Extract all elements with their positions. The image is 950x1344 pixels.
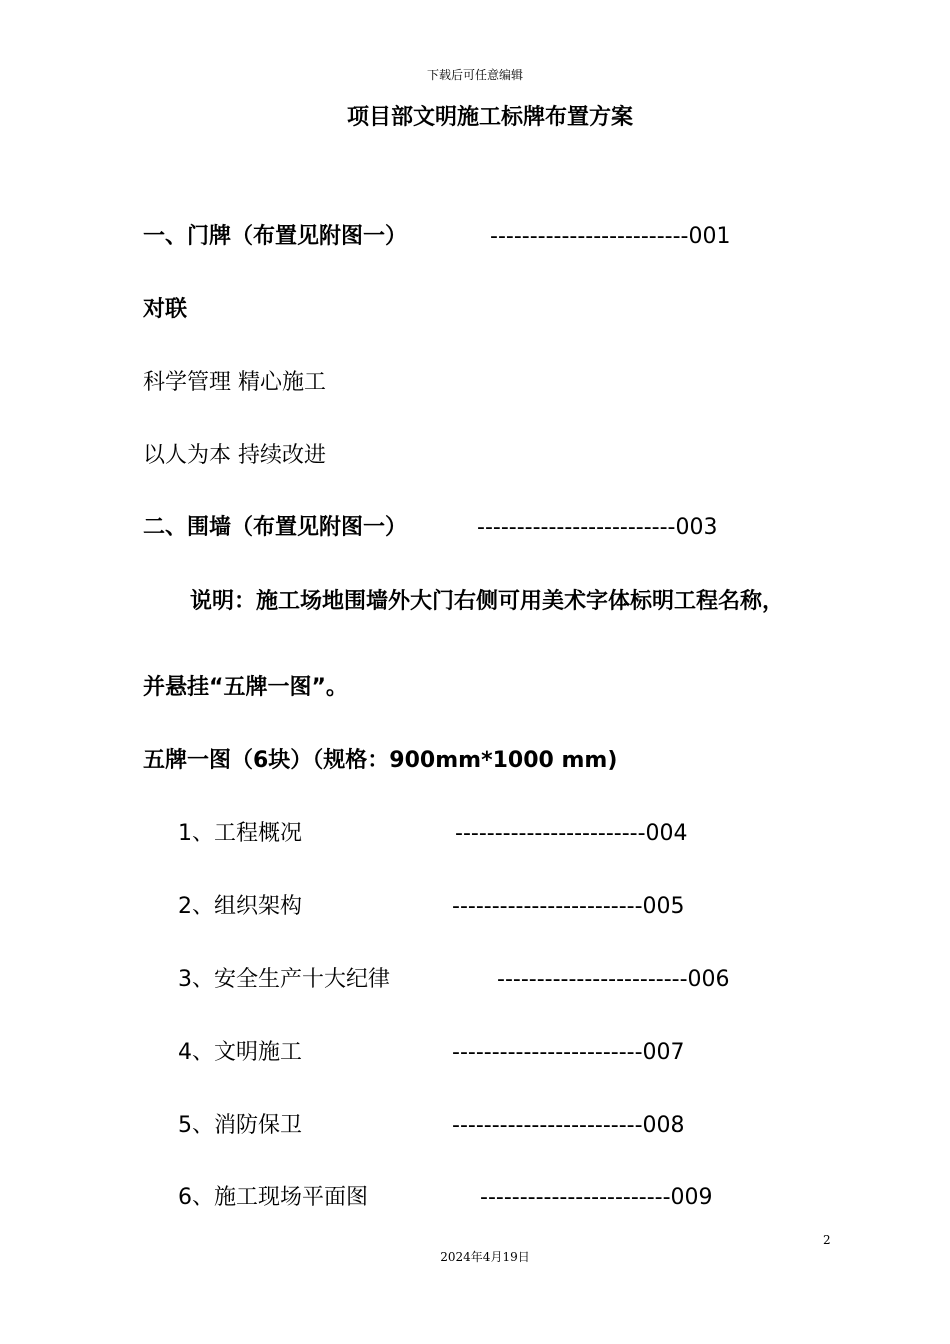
footer-date: 2024年4月19日 [440,1250,530,1264]
couplet-heading: 对联 [143,297,188,322]
section-door-sign-leader: -------------------------001 [490,224,731,249]
list-item-label: 2、组织架构 [178,894,302,919]
couplet-line-1: 科学管理 精心施工 [143,370,326,395]
page-number: 2 [823,1233,831,1247]
section-door-sign-label: 一、门牌（布置见附图一） [143,224,408,249]
couplet-line-2: 以人为本 持续改进 [143,443,326,468]
document-title: 项目部文明施工标牌布置方案 [346,105,633,130]
list-item-leader: ------------------------008 [452,1113,685,1138]
header-note: 下载后可任意编辑 [426,68,523,82]
list-item-label: 6、施工现场平面图 [178,1185,368,1210]
list-item-label: 1、工程概况 [178,821,302,846]
list-item-label: 5、消防保卫 [178,1113,302,1138]
list-item-label: 4、文明施工 [178,1040,302,1065]
list-item-label: 3、安全生产十大纪律 [178,967,390,992]
list-item-leader: ------------------------009 [480,1185,713,1210]
note-line-2: 并悬挂“五牌一图”。 [143,675,348,700]
five-boards-heading: 五牌一图（6块）（规格：900mm*1000 mm) [143,748,618,773]
list-item-leader: ------------------------006 [497,967,730,992]
list-item-leader: ------------------------005 [452,894,685,919]
section-wall-leader: -------------------------003 [477,515,718,540]
list-item-leader: ------------------------004 [455,821,688,846]
note-line-1: 说明：施工场地围墙外大门右侧可用美术字体标明工程名称， [190,589,785,614]
section-wall-label: 二、围墙（布置见附图一） [143,515,408,540]
list-item-leader: ------------------------007 [452,1040,685,1065]
